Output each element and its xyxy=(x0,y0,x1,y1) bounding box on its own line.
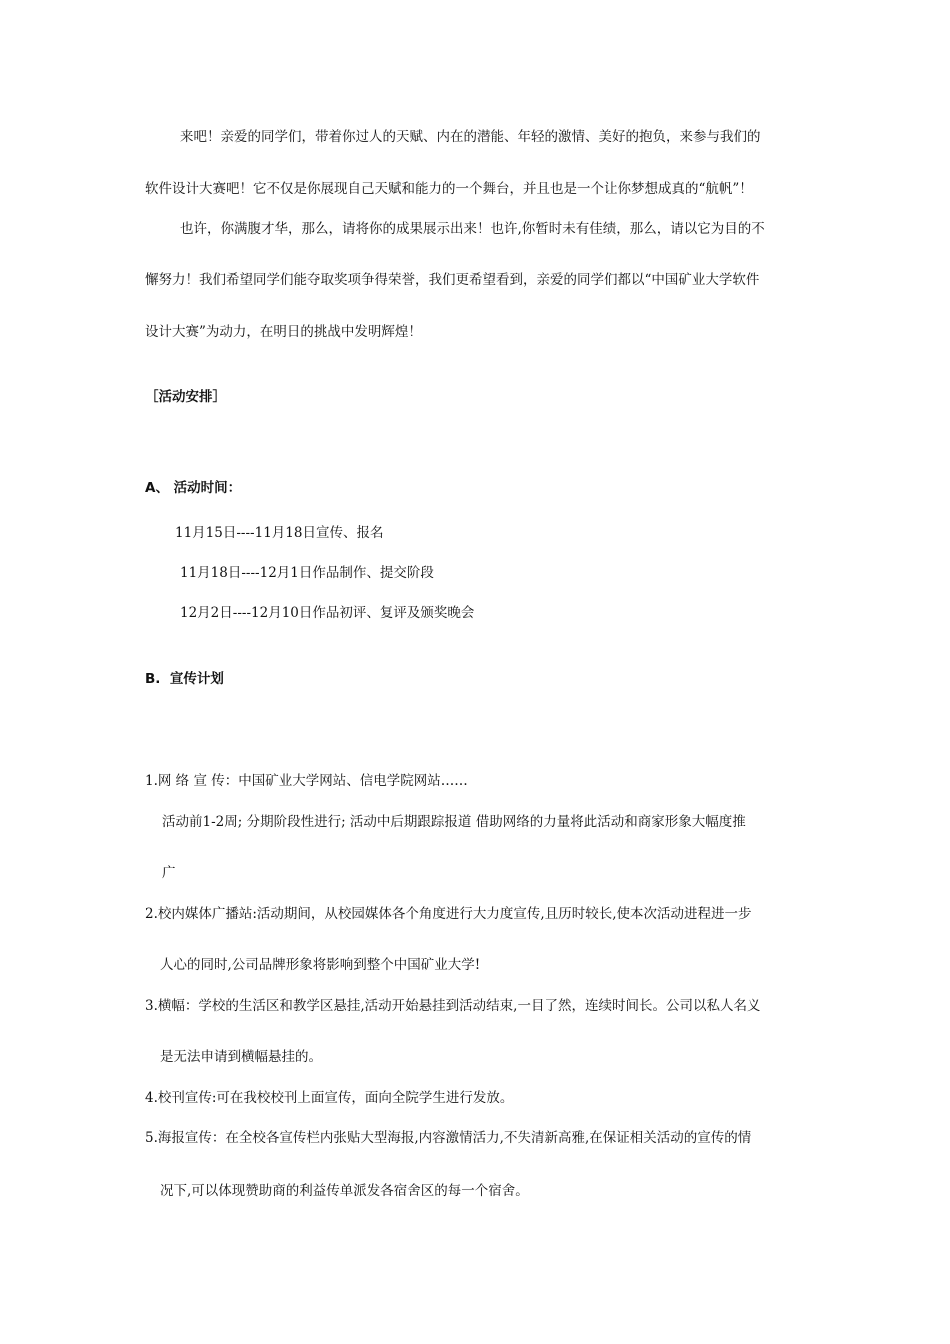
section-title: ［活动安排］ xyxy=(145,389,226,405)
promo-item5-line2: 况下,可以体现赞助商的利益传单派发各宿舍区的每一个宿舍。 xyxy=(160,1183,529,1199)
promo-heading-text: 宣传计划 xyxy=(169,671,224,687)
promo-item3-line2: 是无法申请到横幅悬挂的。 xyxy=(160,1049,322,1065)
promo-heading-letter: B. xyxy=(145,671,161,687)
promo-item1-line2: 活动前1-2周; 分期阶段性进行; 活动中后期跟踪报道 借助网络的力量将此活动和商家形象大幅度推 xyxy=(162,814,746,830)
promo-item2-line2: 人心的同时,公司品牌形象将影响到整个中国矿业大学! xyxy=(160,957,481,973)
promo-item3-line1: 3.横幅：学校的生活区和教学区悬挂,活动开始悬挂到活动结束,一目了然，连续时间长。公司以私人名义 xyxy=(145,998,761,1014)
promo-item1-line3: 广 xyxy=(162,865,176,881)
intro-p1-line2: 软件设计大赛吧！它不仅是你展现自己天赋和能力的一个舞台，并且也是一个让你梦想成真的“航帆”！ xyxy=(145,181,753,197)
intro-p2-line1: 也许，你满腹才华，那么，请将你的成果展示出来！也许,你暂时未有佳绩，那么，请以它为目的不 xyxy=(180,221,765,237)
promo-item2-line1: 2.校内媒体广播站:活动期间，从校园媒体各个角度进行大力度宣传,且历时较长,使本次活动进程进一步 xyxy=(145,906,752,922)
intro-p2-line2: 懈努力！我们希望同学们能夺取奖项争得荣誉，我们更希望看到，亲爱的同学们都以“中国矿业大学软件 xyxy=(145,272,760,288)
intro-p2-line3: 设计大赛”为动力，在明日的挑战中发明辉煌！ xyxy=(145,324,422,340)
promo-item1-line1: 1.网 络 宣 传：中国矿业大学网站、信电学院网站…… xyxy=(145,773,468,789)
promo-item5-line1: 5.海报宣传：在全校各宣传栏内张贴大型海报,内容激情活力,不失清新高雅,在保证相关活动的宣传的情 xyxy=(145,1130,752,1146)
promo-heading xyxy=(145,669,224,689)
time-item-2: 11月18日----12月1日作品制作、提交阶段 xyxy=(180,565,434,581)
intro-p1-line1: 来吧！亲爱的同学们，带着你过人的天赋、内在的潜能、年轻的激情、美好的抱负，来参与我们的 xyxy=(180,129,761,145)
time-item-1: 11月15日----11月18日宣传、报名 xyxy=(175,525,384,541)
time-heading-letter: A、 xyxy=(145,480,169,496)
time-heading-text: 活动时间： xyxy=(173,480,242,496)
time-item-3: 12月2日----12月10日作品初评、复评及颁奖晚会 xyxy=(180,605,475,621)
promo-item4-line1: 4.校刊宣传:可在我校校刊上面宣传，面向全院学生进行发放。 xyxy=(145,1090,514,1106)
time-heading xyxy=(145,478,241,498)
